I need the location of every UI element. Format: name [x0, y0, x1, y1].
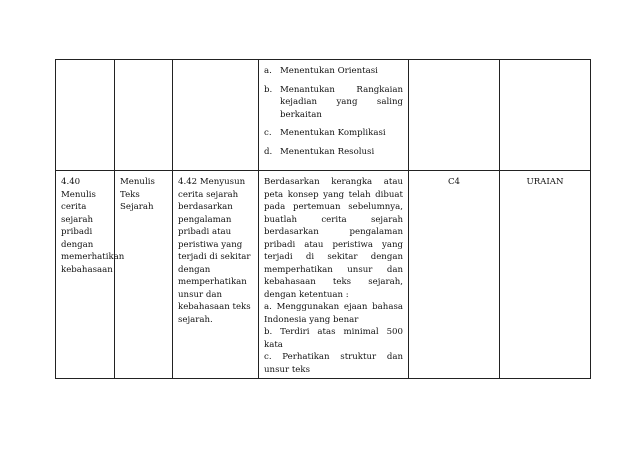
cell-soal [259, 171, 409, 379]
table-row [56, 60, 591, 171]
soal-intro: Berdasarkan kerangka atau peta konsep yang telah dibuat pada pertemuan sebelumnya, buatlah cerita sejarah berdasarkan pengalaman pribadi atau peristiwa yang terjadi di sekitar dengan memperhatikan unsur dan kebahasaan teks sejarah, dengan ketentuan : [264, 177, 403, 300]
option-text: Menentukan Orientasi [280, 66, 378, 76]
cell-indikator-empty [173, 60, 259, 171]
option-text: Menentukan Komplikasi [280, 128, 386, 138]
soal-item: c. Perhatikan struktur dan unsur teks [264, 352, 403, 375]
option-item [264, 127, 403, 140]
cell-indikator: 4.42 Menyusun cerita sejarah berdasarkan pengalaman pribadi atau peristiwa yang terjadi di sekitar dengan memperhatikan unsur dan kebahasaan teks sejarah. [173, 171, 259, 379]
cell-bentuk-empty [500, 60, 591, 171]
option-item [264, 84, 403, 122]
cell-materi-empty [115, 60, 173, 171]
soal-item: b. Terdiri atas minimal 500 kata [264, 327, 403, 350]
option-letter: a. [264, 66, 272, 76]
cell-level: C4 [409, 171, 500, 379]
cell-options [259, 60, 409, 171]
option-item [264, 146, 403, 159]
cell-bentuk: URAIAN [500, 171, 591, 379]
option-item [264, 65, 403, 78]
cell-kd: 4.40 Menulis cerita sejarah pribadi dengan memerhatikan kebahasaan [56, 171, 115, 379]
option-letter: d. [264, 146, 273, 157]
cell-materi: Menulis Teks Sejarah [115, 171, 173, 379]
question-grid-table [55, 59, 591, 379]
option-letter: c. [264, 128, 272, 138]
soal-item: a. Menggunakan ejaan bahasa Indonesia yang benar [264, 302, 403, 325]
cell-level-empty [409, 60, 500, 171]
option-letter: b. [264, 84, 273, 95]
table-row [56, 171, 591, 379]
option-text: Menantukan Rangkaian kejadian yang saling berkaitan [280, 84, 403, 120]
option-text: Menentukan Resolusi [280, 146, 375, 157]
cell-kd-empty [56, 60, 115, 171]
